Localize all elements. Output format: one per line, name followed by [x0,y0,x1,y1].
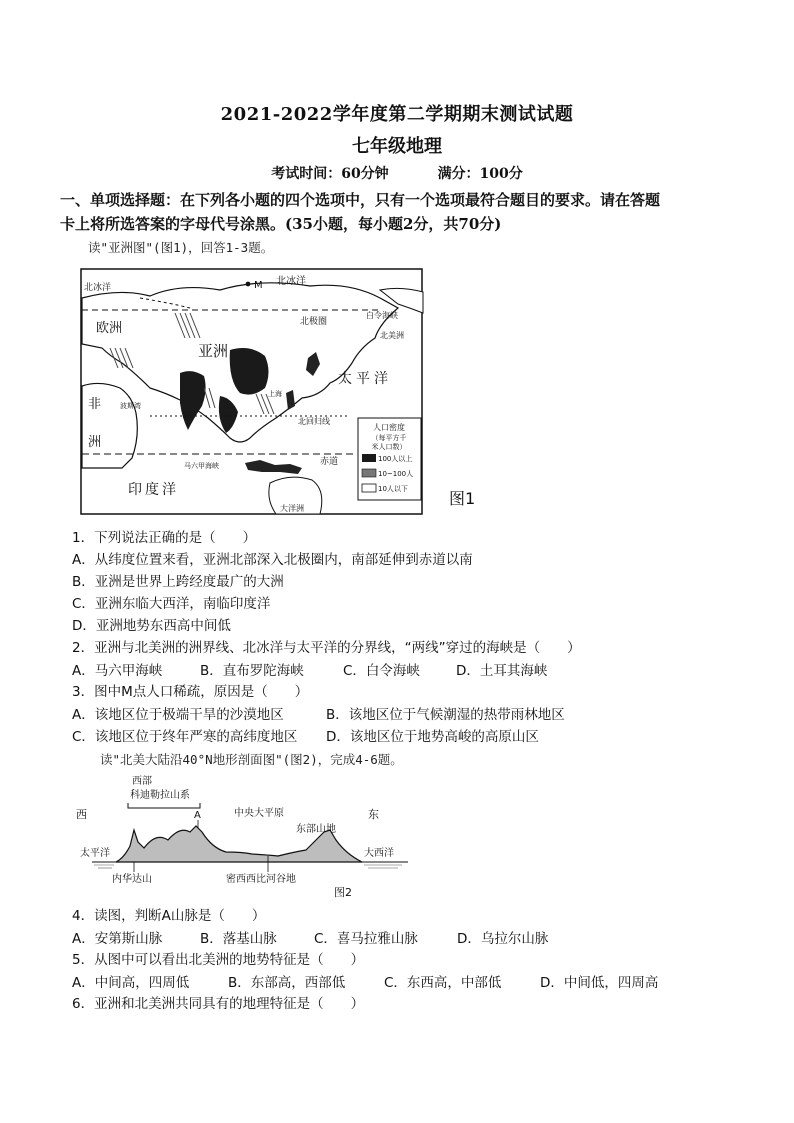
legend-high: 100人以上 [378,455,413,463]
legend-swatch-low [362,484,376,492]
label-shanghai: 上海 [268,390,282,398]
profile-cordillera-2: 科迪勒拉山系 [130,790,190,801]
profile-eastern-mountains: 东部山地 [296,824,336,835]
profile-central-plain: 中央大平原 [234,808,284,819]
question-1-stem: 1．下列说法正确的是（ ） [72,530,257,546]
legend-title-1: 人口密度 [373,423,405,432]
profile-west: 西 [76,808,87,821]
question-5-options [72,971,658,991]
label-europe: 欧洲 [96,321,123,336]
label-m-point: M [254,280,263,291]
exam-meta [0,163,794,183]
legend-swatch-high [362,454,376,462]
profile-pacific: 太平洋 [80,848,110,859]
question-2-options [72,659,547,679]
label-beibingyang-top: 北冰洋 [276,276,306,287]
question-2-stem: 2．亚洲与北美洲的洲界线、北冰洋与太平洋的分界线，“两线”穿过的海峡是（ ） [72,640,581,656]
question-4-option-b: B．落基山脉 [200,931,277,947]
question-3-stem: 3．图中M点人口稀疏，原因是（ ） [72,684,309,700]
question-2-option-d: D．土耳其海峡 [456,663,548,679]
question-5-option-a: A．中间高，四周低 [72,975,190,991]
label-persian-gulf: 波斯湾 [120,402,141,410]
label-indian-ocean: 印度洋 [128,482,179,498]
full-score: 满分：100分 [437,166,523,182]
question-3-option-b: B．该地区位于气候潮湿的热带雨林地区 [326,707,565,723]
profile-atlantic: 大西洋 [364,848,394,859]
legend-mid: 10~100人 [378,470,414,478]
question-3-option-c: C．该地区位于终年严寒的高纬度地区 [72,729,298,745]
question-1-option-d: D．亚洲地势东西高中间低 [72,618,231,634]
point-m-marker [246,282,251,287]
ocean-waves [94,865,402,868]
exam-title: 2021-2022学年度第二学期期末测试试题 [220,104,574,125]
section-heading-line2: 卡上将所选答案的字母代号涂黑。(35小题，每小题2分，共70分) [60,215,502,233]
label-bering: 白令海峡 [366,311,398,320]
question-3-option-a: A．该地区位于极端干旱的沙漠地区 [72,707,284,723]
label-arctic-circle: 北极圈 [300,317,328,327]
profile-a-label: A [194,810,201,821]
question-3-option-d: D．该地区位于地势高峻的高原山区 [326,729,539,745]
question-4-option-d: D．乌拉尔山脉 [457,931,549,947]
question-1-option-b: B．亚洲是世界上跨经度最广的大洲 [72,574,284,590]
question-2-option-b: B．直布罗陀海峡 [200,663,304,679]
label-pacific: 太平洋 [338,371,392,387]
label-tropic: 北回归线 [298,417,330,426]
cordillera-bracket [128,803,200,808]
legend-swatch-mid [362,469,376,477]
label-oceania: 大洋洲 [280,504,304,513]
section-heading-line1: 一、单项选择题：在下列各小题的四个选项中，只有一个选项最符合题目的要求。请在答题 [60,191,661,209]
profile-cordillera-1: 西部 [132,776,152,787]
label-beibingyang-left: 北冰洋 [84,283,112,293]
north-america-profile-figure [72,770,412,902]
asia-map-figure [80,268,425,516]
label-north-america: 北美洲 [380,331,404,340]
label-africa-2: 洲 [88,435,102,450]
question-1-option-a: A．从纬度位置来看，亚洲北部深入北极圈内，南部延伸到赤道以南 [72,552,473,568]
question-4-option-a: A．安第斯山脉 [72,931,163,947]
figure2-intro: 读"北美大陆沿40°N地形剖面图"(图2)，完成4-6题。 [100,752,403,767]
exam-time: 考试时间：60分钟 [271,166,389,182]
question-5-stem: 5．从图中可以看出北美洲的地势特征是（ ） [72,952,365,968]
label-africa-1: 非 [88,397,102,412]
profile-east: 东 [368,808,379,821]
section-heading [60,188,732,236]
question-6-stem: 6．亚洲和北美洲共同具有的地理特征是（ ） [72,996,365,1012]
label-malacca: 马六甲海峡 [184,462,219,470]
profile-nevada: 内华达山 [112,874,152,885]
legend-title-3: 米人口数） [371,443,407,451]
figure2-caption: 图2 [334,886,352,899]
figure1-caption: 图1 [449,489,476,508]
exam-subtitle: 七年级地理 [352,136,442,157]
question-3-options-row1 [72,703,565,723]
question-4-stem: 4．读图，判断A山脉是（ ） [72,908,266,924]
map-legend [358,418,421,500]
question-4-options [72,927,548,947]
terrain-profile [116,826,362,862]
question-5-option-b: B．东部高，西部低 [228,975,346,991]
figure1-intro: 读"亚洲图"(图1)，回答1-3题。 [88,240,274,255]
question-5-option-c: C．东西高，中部低 [384,975,502,991]
question-2-option-c: C．白令海峡 [343,663,420,679]
question-4-option-c: C．喜马拉雅山脉 [314,931,418,947]
question-1-option-c: C．亚洲东临大西洋，南临印度洋 [72,596,271,612]
label-asia: 亚洲 [198,342,229,360]
label-equator: 赤道 [320,457,339,467]
question-2-option-a: A．马六甲海峡 [72,663,163,679]
question-3-options-row2 [72,725,539,745]
legend-title-2: （每平方千 [371,434,407,442]
profile-mississippi: 密西西比河谷地 [226,874,296,885]
question-5-option-d: D．中间低，四周高 [540,975,659,991]
legend-low: 10人以下 [378,485,408,493]
